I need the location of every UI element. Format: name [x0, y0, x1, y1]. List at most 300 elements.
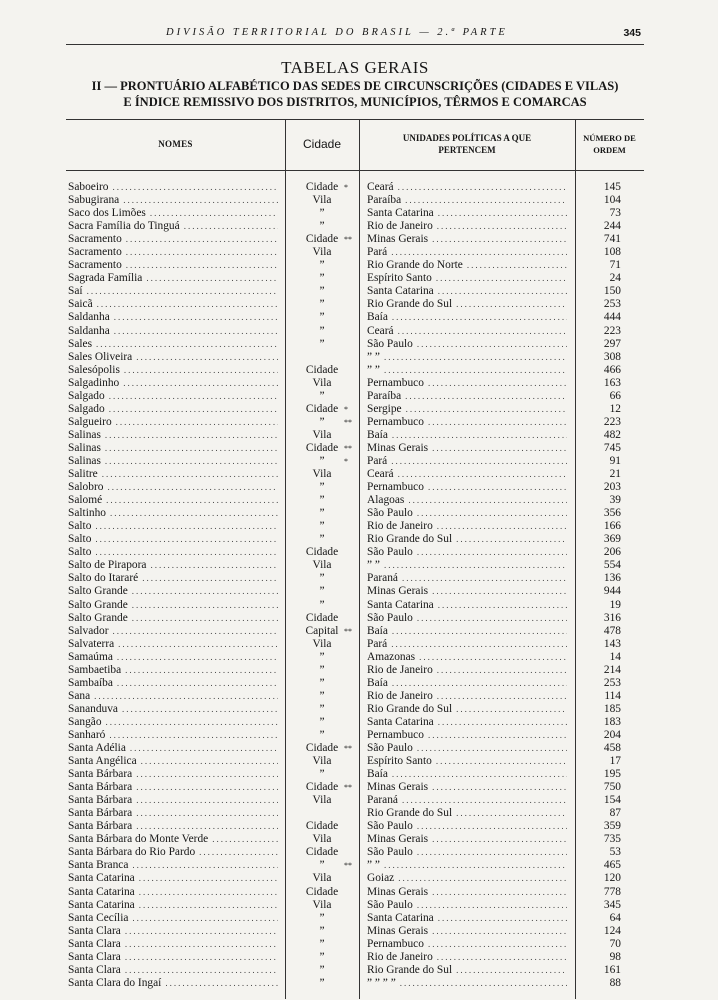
- row-name-cell: [68, 703, 278, 716]
- row-number: 19: [609, 598, 621, 611]
- row-unit: Goiaz: [367, 872, 395, 885]
- leader-dots: [113, 677, 278, 690]
- leader-dots: [434, 716, 567, 729]
- leader-dots: [388, 677, 567, 690]
- table-row: [66, 494, 644, 507]
- row-category: ”: [319, 220, 325, 233]
- row-number: 750: [603, 781, 621, 794]
- leader-dots: [394, 872, 567, 885]
- row-name: Sana: [68, 689, 91, 702]
- row-category: ”: [319, 337, 325, 350]
- row-unit: Paraná: [367, 794, 398, 807]
- row-name: Saldanha: [68, 311, 110, 324]
- row-category: ”: [319, 272, 325, 285]
- row-name-cell: [68, 207, 278, 220]
- row-number: 735: [603, 833, 621, 846]
- table-row: [66, 246, 644, 259]
- leader-dots: [415, 651, 567, 664]
- table-row: [66, 781, 644, 794]
- row-unit-cell: [367, 729, 567, 742]
- row-name-cell: [68, 638, 278, 651]
- row-name: Sagrada Família: [68, 272, 143, 285]
- leader-dots: [413, 507, 567, 520]
- row-name-cell: [68, 194, 278, 207]
- leader-dots: [122, 259, 278, 272]
- table-row: [66, 233, 644, 246]
- row-number: 223: [603, 324, 621, 337]
- leader-dots: [452, 964, 567, 977]
- table-row: [66, 872, 644, 885]
- row-number: 444: [603, 311, 621, 324]
- leader-dots: [121, 964, 278, 977]
- row-name: Salobro: [68, 481, 104, 494]
- row-category: Vila: [312, 428, 332, 441]
- leader-dots: [387, 638, 567, 651]
- row-name: Salomé: [68, 494, 103, 507]
- leader-dots: [122, 246, 278, 259]
- table-row: [66, 533, 644, 546]
- table-row: [66, 742, 644, 755]
- leader-dots: [424, 729, 567, 742]
- row-number: 745: [603, 441, 621, 454]
- row-unit-cell: [367, 442, 567, 455]
- leader-dots: [428, 585, 567, 598]
- row-unit: Amazonas: [367, 650, 416, 663]
- leader-dots: [452, 703, 567, 716]
- leader-dots: [387, 246, 567, 259]
- leader-dots: [128, 912, 278, 925]
- row-name: Salgado: [68, 389, 105, 402]
- row-marker: **: [344, 235, 352, 245]
- row-name: Sacramento: [68, 259, 122, 272]
- row-name-cell: [68, 742, 278, 755]
- row-name: Santa Clara do Ingaí: [68, 976, 162, 989]
- leader-dots: [132, 781, 278, 794]
- row-unit: Paraíba: [367, 389, 402, 402]
- leader-dots: [120, 364, 278, 377]
- row-name: Santa Cecília: [68, 911, 129, 924]
- row-marker: **: [344, 417, 352, 427]
- leader-dots: [388, 768, 567, 781]
- leader-dots: [208, 833, 278, 846]
- row-name-cell: [68, 559, 278, 572]
- row-unit-cell: [367, 820, 567, 833]
- leader-dots: [428, 442, 567, 455]
- table-row: [66, 520, 644, 533]
- table-row: [66, 272, 644, 285]
- row-unit: Sergipe: [367, 402, 402, 415]
- leader-dots: [401, 194, 567, 207]
- row-number: 778: [603, 885, 621, 898]
- row-number: 73: [609, 207, 621, 220]
- leader-dots: [452, 298, 567, 311]
- row-name: Salto: [68, 546, 92, 559]
- row-unit-cell: [367, 964, 567, 977]
- row-name: Salto Grande: [68, 611, 128, 624]
- leader-dots: [128, 612, 278, 625]
- row-name-cell: [68, 599, 278, 612]
- row-name-cell: [68, 729, 278, 742]
- leader-dots: [433, 220, 567, 233]
- leader-dots: [132, 351, 278, 364]
- row-name-cell: [68, 377, 278, 390]
- row-name-cell: [68, 285, 278, 298]
- row-name-cell: [68, 664, 278, 677]
- row-name-cell: [68, 872, 278, 885]
- row-name-cell: [68, 938, 278, 951]
- row-unit-cell: [367, 468, 567, 481]
- row-number: 195: [603, 768, 621, 781]
- leader-dots: [387, 455, 567, 468]
- row-number: 204: [603, 728, 621, 741]
- row-unit-cell: [367, 285, 567, 298]
- row-number: 143: [603, 637, 621, 650]
- row-category: ”: [319, 298, 325, 311]
- row-name: Sananduva: [68, 702, 118, 715]
- row-category: Cidade: [305, 742, 339, 755]
- table-row: [66, 194, 644, 207]
- table-row: [66, 298, 644, 311]
- leader-dots: [132, 807, 278, 820]
- leader-dots: [398, 794, 567, 807]
- row-unit: Alagoas: [367, 494, 405, 507]
- leader-dots: [128, 859, 278, 872]
- row-category: ”: [319, 598, 325, 611]
- row-unit-cell: [367, 768, 567, 781]
- row-unit-cell: [367, 833, 567, 846]
- table-row: [66, 912, 644, 925]
- row-name-cell: [68, 859, 278, 872]
- row-unit: São Paulo: [367, 611, 413, 624]
- row-unit-cell: [367, 951, 567, 964]
- subtitle-line-2: E ÍNDICE REMISSIVO DOS DISTRITOS, MUNICÍPIOS, TÊRMOS E COMARCAS: [123, 95, 587, 109]
- leader-dots: [388, 429, 567, 442]
- row-name-cell: [68, 533, 278, 546]
- row-name: Samaúma: [68, 650, 113, 663]
- row-unit: Rio de Janeiro: [367, 950, 433, 963]
- leader-dots: [452, 807, 567, 820]
- row-unit-cell: [367, 246, 567, 259]
- row-name: Saldanha: [68, 324, 110, 337]
- row-unit-cell: [367, 690, 567, 703]
- row-unit: Santa Catarina: [367, 598, 434, 611]
- row-number: 465: [603, 859, 621, 872]
- leader-dots: [83, 285, 278, 298]
- row-category: ”: [319, 572, 325, 585]
- leader-dots: [113, 651, 278, 664]
- row-number: 91: [609, 454, 621, 467]
- table-row: [66, 729, 644, 742]
- row-unit: ” ” ” ”: [367, 976, 396, 989]
- leader-dots: [434, 207, 567, 220]
- row-marker: **: [344, 626, 352, 636]
- table-row: [66, 664, 644, 677]
- leader-dots: [119, 377, 278, 390]
- leader-dots: [180, 220, 278, 233]
- column-header-cidade: Cidade: [302, 137, 342, 151]
- row-unit-cell: [367, 390, 567, 403]
- leader-dots: [135, 872, 278, 885]
- row-unit-cell: [367, 481, 567, 494]
- row-number: 53: [609, 846, 621, 859]
- row-number: 253: [603, 676, 621, 689]
- row-name: Santa Bárbara: [68, 781, 133, 794]
- leader-dots: [128, 599, 278, 612]
- row-number: 104: [603, 194, 621, 207]
- table-row: [66, 703, 644, 716]
- row-category: ”: [319, 389, 325, 402]
- row-name: Santa Branca: [68, 859, 129, 872]
- row-category: ”: [319, 859, 325, 872]
- row-name: Saboeiro: [68, 181, 109, 193]
- row-name: Saicã: [68, 298, 93, 311]
- row-name-cell: [68, 520, 278, 533]
- row-unit: Ceará: [367, 181, 394, 193]
- row-unit: Minas Gerais: [367, 233, 429, 246]
- table-row: [66, 481, 644, 494]
- row-unit: Rio de Janeiro: [367, 220, 433, 233]
- row-category: ”: [319, 976, 325, 989]
- row-name: Santa Bárbara: [68, 768, 133, 781]
- row-unit-cell: [367, 181, 567, 194]
- row-name: Salgadinho: [68, 376, 120, 389]
- row-unit-cell: [367, 572, 567, 585]
- leader-dots: [132, 820, 278, 833]
- row-name-cell: [68, 572, 278, 585]
- leader-dots: [433, 664, 567, 677]
- row-unit: Baía: [367, 676, 388, 689]
- row-unit: Rio Grande do Norte: [367, 259, 463, 272]
- row-name-cell: [68, 781, 278, 794]
- row-unit: Rio Grande do Sul: [367, 807, 453, 820]
- row-name-cell: [68, 338, 278, 351]
- row-name-cell: [68, 481, 278, 494]
- column-header-unidades: UNIDADES POLÍTICAS A QUE PERTENCEM: [402, 133, 532, 155]
- row-name: Santa Catarina: [68, 898, 135, 911]
- row-name-cell: [68, 468, 278, 481]
- row-unit: Baía: [367, 311, 388, 324]
- leader-dots: [132, 768, 278, 781]
- row-name: Santa Bárbara: [68, 820, 133, 833]
- leader-dots: [424, 377, 567, 390]
- table-row: [66, 977, 644, 990]
- row-name-cell: [68, 546, 278, 559]
- row-number: 12: [609, 402, 621, 415]
- table-row: [66, 455, 644, 468]
- leader-dots: [433, 690, 567, 703]
- table-row: [66, 964, 644, 977]
- row-name: Santa Adélia: [68, 742, 126, 755]
- leader-dots: [128, 585, 278, 598]
- row-name: Sabugirana: [68, 194, 120, 207]
- leader-dots: [428, 886, 567, 899]
- row-unit-cell: [367, 559, 567, 572]
- row-unit-cell: [367, 677, 567, 690]
- row-category: Cidade: [305, 885, 339, 898]
- row-name-cell: [68, 716, 278, 729]
- leader-dots: [413, 899, 567, 912]
- table-row: [66, 886, 644, 899]
- row-unit: Minas Gerais: [367, 441, 429, 454]
- row-unit-cell: [367, 194, 567, 207]
- row-unit-cell: [367, 311, 567, 324]
- row-marker: *: [344, 456, 348, 466]
- row-unit-cell: [367, 259, 567, 272]
- table-header-rule: [66, 170, 644, 171]
- row-unit-cell: [367, 938, 567, 951]
- row-name-cell: [68, 259, 278, 272]
- leader-dots: [388, 311, 567, 324]
- table-row: [66, 338, 644, 351]
- leader-dots: [137, 755, 278, 768]
- row-unit: ” ”: [367, 859, 380, 872]
- row-unit: Ceará: [367, 468, 394, 481]
- row-category: ”: [319, 911, 325, 924]
- leader-dots: [413, 338, 567, 351]
- row-category: Vila: [312, 376, 332, 389]
- leader-dots: [434, 912, 567, 925]
- table-row: [66, 181, 644, 194]
- row-marker: *: [344, 404, 348, 414]
- leader-dots: [106, 507, 278, 520]
- row-number: 345: [603, 898, 621, 911]
- leader-dots: [413, 612, 567, 625]
- row-unit: Pernambuco: [367, 481, 424, 494]
- row-category: Vila: [312, 794, 332, 807]
- table-row: [66, 507, 644, 520]
- leader-dots: [90, 690, 278, 703]
- running-header: [66, 27, 641, 41]
- row-number: 98: [609, 950, 621, 963]
- row-category: ”: [319, 924, 325, 937]
- leader-dots: [121, 925, 278, 938]
- row-category: ”: [319, 481, 325, 494]
- table-row: [66, 403, 644, 416]
- row-unit-cell: [367, 325, 567, 338]
- table-row: [66, 625, 644, 638]
- row-name: Salitre: [68, 468, 98, 481]
- row-number: 17: [609, 755, 621, 768]
- table-row: [66, 559, 644, 572]
- row-category: Vila: [312, 194, 332, 207]
- row-number: 114: [604, 689, 621, 702]
- row-name-cell: [68, 181, 278, 194]
- row-unit-cell: [367, 546, 567, 559]
- row-category: Vila: [312, 833, 332, 846]
- row-category: ”: [319, 324, 325, 337]
- leader-dots: [91, 533, 278, 546]
- row-name: Salto Grande: [68, 585, 128, 598]
- row-unit: Baía: [367, 624, 388, 637]
- row-unit: Rio Grande do Sul: [367, 298, 453, 311]
- row-name-cell: [68, 755, 278, 768]
- row-name: Sales Oliveira: [68, 350, 133, 363]
- table-row: [66, 794, 644, 807]
- row-number: 214: [603, 663, 621, 676]
- column-header-numero: NÚMERO DE ORDEM: [583, 133, 636, 155]
- row-name-cell: [68, 977, 278, 990]
- row-unit-cell: [367, 207, 567, 220]
- row-unit: Pernambuco: [367, 415, 424, 428]
- table-row: [66, 820, 644, 833]
- row-number: 64: [609, 911, 621, 924]
- row-name: Santa Clara: [68, 963, 121, 976]
- row-unit-cell: [367, 872, 567, 885]
- row-unit-cell: [367, 364, 567, 377]
- row-unit-cell: [367, 429, 567, 442]
- row-number: 203: [603, 481, 621, 494]
- row-name-cell: [68, 311, 278, 324]
- table-row: [66, 325, 644, 338]
- row-name: Santa Bárbara: [68, 807, 133, 820]
- row-marker: **: [344, 861, 352, 871]
- leader-dots: [98, 468, 278, 481]
- row-unit: Baía: [367, 428, 388, 441]
- row-unit-cell: [367, 807, 567, 820]
- row-number: 316: [603, 611, 621, 624]
- table-row: [66, 716, 644, 729]
- row-number: 183: [603, 715, 621, 728]
- row-category: ”: [319, 454, 325, 467]
- row-category: Cidade: [305, 781, 339, 794]
- row-unit: ” ”: [367, 559, 380, 572]
- row-category: ”: [319, 689, 325, 702]
- row-name: Saí: [68, 285, 83, 298]
- row-category: Cidade: [305, 820, 339, 833]
- row-number: 163: [603, 376, 621, 389]
- row-unit: Pernambuco: [367, 728, 424, 741]
- row-number: 253: [603, 298, 621, 311]
- row-name: Santa Bárbara: [68, 794, 133, 807]
- table-row: [66, 442, 644, 455]
- row-category: Vila: [312, 637, 332, 650]
- row-name-cell: [68, 390, 278, 403]
- table-row: [66, 429, 644, 442]
- row-unit: São Paulo: [367, 546, 413, 559]
- row-number: 206: [603, 546, 621, 559]
- row-unit: Pernambuco: [367, 376, 424, 389]
- row-unit: São Paulo: [367, 898, 413, 911]
- row-unit: Rio Grande do Sul: [367, 702, 453, 715]
- row-unit-cell: [367, 781, 567, 794]
- table-row: [66, 220, 644, 233]
- row-category: Cidade: [305, 846, 339, 859]
- row-unit: Minas Gerais: [367, 885, 429, 898]
- row-unit-cell: [367, 859, 567, 872]
- row-number: 482: [603, 428, 621, 441]
- row-marker: **: [344, 443, 352, 453]
- table-row: [66, 390, 644, 403]
- row-name: Sambaetiba: [68, 663, 122, 676]
- row-name-cell: [68, 351, 278, 364]
- row-unit: Minas Gerais: [367, 924, 429, 937]
- row-category: Vila: [312, 468, 332, 481]
- leader-dots: [398, 572, 567, 585]
- leader-dots: [404, 494, 567, 507]
- index-table: [66, 119, 644, 999]
- leader-dots: [92, 338, 278, 351]
- row-name: Salinas: [68, 454, 101, 467]
- row-number: 124: [603, 924, 621, 937]
- row-name: Salvador: [68, 624, 109, 637]
- row-number: 145: [603, 181, 621, 193]
- row-category: ”: [319, 507, 325, 520]
- row-number: 150: [603, 285, 621, 298]
- table-row: [66, 416, 644, 429]
- row-category: Cidade: [305, 181, 339, 193]
- row-number: 136: [603, 572, 621, 585]
- leader-dots: [380, 559, 567, 572]
